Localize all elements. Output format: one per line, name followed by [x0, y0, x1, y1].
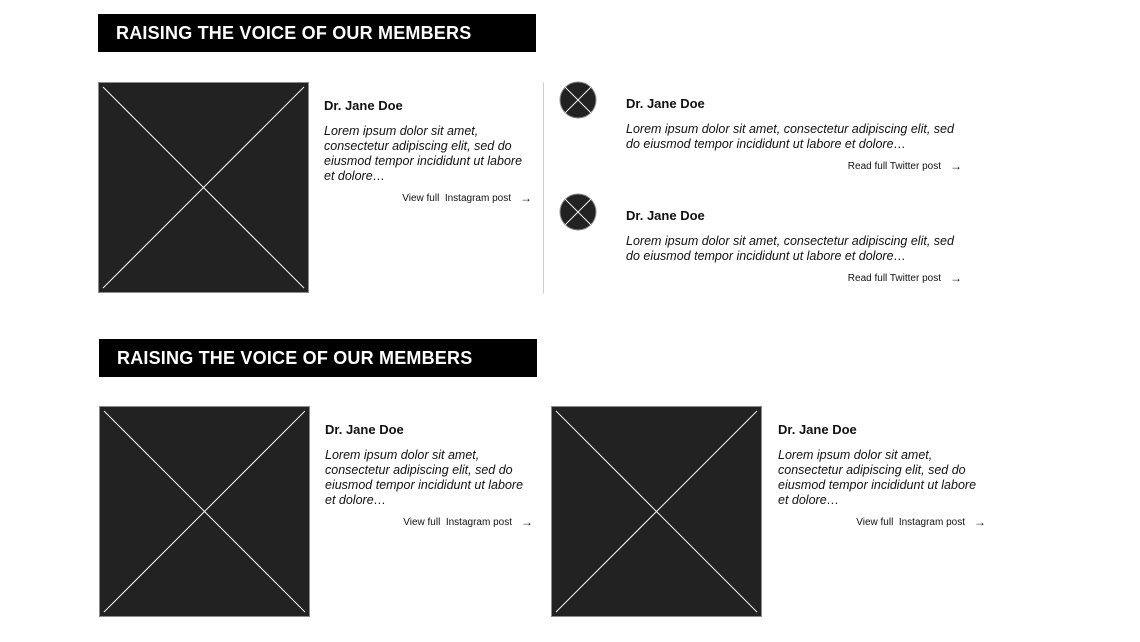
arrow-right-icon: →	[520, 191, 532, 205]
post-author: Dr. Jane Doe	[325, 422, 404, 437]
cta-label: View full Instagram post	[403, 516, 512, 528]
cta-label: View full Instagram post	[402, 192, 511, 204]
view-instagram-post-link[interactable]	[324, 191, 532, 205]
arrow-right-icon: →	[950, 159, 962, 173]
instagram-image-placeholder[interactable]	[98, 82, 309, 293]
cta-label: View full Instagram post	[856, 516, 965, 528]
section-heading-text: RAISING THE VOICE OF OUR MEMBERS	[116, 22, 472, 43]
image-placeholder-icon	[100, 407, 309, 616]
post-excerpt: Lorem ipsum dolor sit amet, consectetur adipiscing elit, sed do eiusmod tempor incididunt ut labore et dolore…	[324, 124, 523, 183]
view-instagram-post-link[interactable]	[325, 515, 533, 529]
image-placeholder-icon	[99, 83, 308, 292]
twitter-post	[626, 96, 962, 173]
section-heading	[98, 14, 536, 52]
instagram-post	[324, 98, 532, 205]
cta-label: Read full Twitter post	[847, 272, 941, 284]
post-excerpt: Lorem ipsum dolor sit amet, consectetur adipiscing elit, sed do eiusmod tempor incididunt ut labore et dolore…	[325, 448, 524, 507]
post-excerpt: Lorem ipsum dolor sit amet, consectetur adipiscing elit, sed do eiusmod tempor incididunt ut labore et dolore…	[778, 448, 977, 507]
read-twitter-post-link[interactable]	[626, 159, 962, 173]
post-author: Dr. Jane Doe	[626, 96, 705, 111]
instagram-image-placeholder[interactable]	[551, 406, 762, 617]
image-placeholder-icon	[552, 407, 761, 616]
post-author: Dr. Jane Doe	[626, 208, 705, 223]
twitter-avatar[interactable]	[559, 81, 597, 119]
avatar-placeholder-icon	[559, 193, 597, 231]
cta-label: Read full Twitter post	[847, 160, 941, 172]
twitter-post	[626, 208, 962, 285]
avatar-placeholder-icon	[559, 81, 597, 119]
arrow-right-icon: →	[974, 515, 986, 529]
section-heading	[99, 339, 537, 377]
instagram-image-placeholder[interactable]	[99, 406, 310, 617]
post-author: Dr. Jane Doe	[778, 422, 857, 437]
arrow-right-icon: →	[950, 271, 962, 285]
post-author: Dr. Jane Doe	[324, 98, 403, 113]
instagram-post	[325, 422, 533, 529]
twitter-avatar[interactable]	[559, 193, 597, 231]
view-instagram-post-link[interactable]	[778, 515, 986, 529]
post-excerpt: Lorem ipsum dolor sit amet, consectetur adipiscing elit, sed do eiusmod tempor incididunt ut labore et dolore…	[626, 122, 954, 151]
section-heading-text: RAISING THE VOICE OF OUR MEMBERS	[117, 347, 473, 368]
read-twitter-post-link[interactable]	[626, 271, 962, 285]
column-divider	[543, 82, 544, 294]
post-excerpt: Lorem ipsum dolor sit amet, consectetur adipiscing elit, sed do eiusmod tempor incididunt ut labore et dolore…	[626, 234, 954, 263]
instagram-post	[778, 422, 986, 529]
arrow-right-icon: →	[521, 515, 533, 529]
